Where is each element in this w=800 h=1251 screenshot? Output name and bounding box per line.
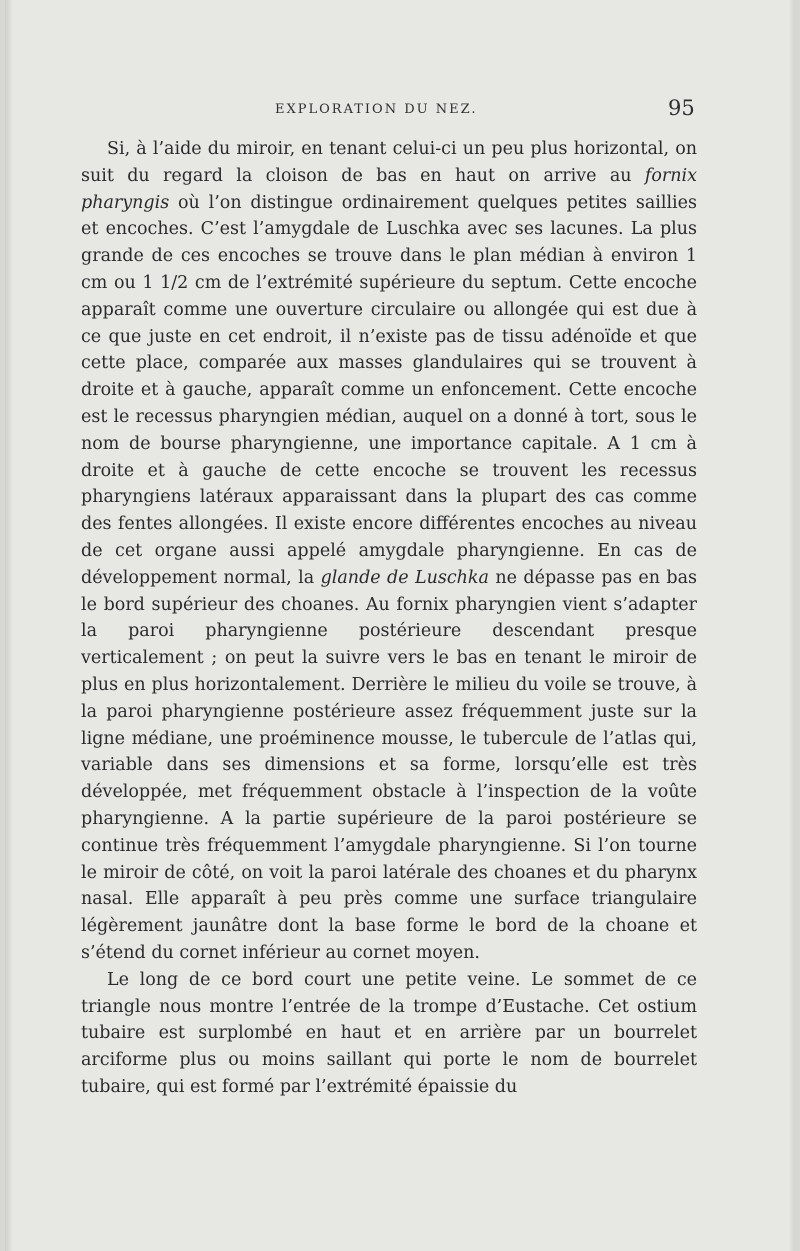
running-title: EXPLORATION DU NEZ. [275, 102, 478, 117]
paragraph-1-part-4: ne dépasse pas en bas le bord supérieur des choanes. Au fornix pharyngien vient s’adapter la paroi pharyngienne postérieure descendant presque verticalement ; on peut la suivre vers le bas en tenant le miroir de plus en plus horizontalement. Derrière le milieu du voile se trouve, à la paroi pharyngienne postérieure assez fréquemment juste sur la ligne médiane, une proéminence mousse, le tubercule de l’atlas qui, variable dans ses dimensions et sa forme, lorsqu’elle est très développée, met fréquemment obstacle à l’inspection de la voûte pharyngienne. A la partie supérieure de la paroi postérieure se continue très fréquemment l’amygdale pharyngienne. Si l’on tourne le miroir de côté, on voit la paroi latérale des choanes et du pharynx nasal. Elle apparaît à peu près comme une surface triangulaire légèrement jaunâtre dont la base forme le bord de la choane et s’étend du cornet inférieur au cornet moyen. [81, 567, 698, 963]
body-text [81, 136, 697, 1101]
paragraph-1-part-1: Si, à l’aide du miroir, en tenant celui-ci un peu plus horizontal, on suit du regard la cloison de bas en haut on arrive au [81, 139, 697, 186]
fraction-one-half: 1/2 [160, 272, 189, 293]
paragraph-1-part-3: cm de l’extrémité supérieure du septum. Cette encoche apparaît comme une ouverture circulaire ou allongée qui est due à ce que juste en cet endroit, il n’existe pas de tissu adénoïde et que cette place, comparée aux masses glandulaires qui se trouvent à droite et à gauche, apparaît comme un enfoncement. Cette encoche est le recessus pharyngien médian, auquel on a donné à tort, sous le nom de bourse pharyngienne, une importance capitale. A 1 cm à droite et à gauche de cette encoche se trouvent les recessus pharyngiens latéraux apparaissant dans la plupart des cas comme des fentes allongées. Il existe encore différentes encoches au niveau de cet organe aussi appelé amygdale pharyngienne. En cas de développement normal, la [81, 272, 697, 588]
page-gutter-shadow [5, 0, 13, 1251]
italic-term-glande-de-luschka: glande de Luschka [320, 567, 489, 588]
page-number: 95 [668, 96, 695, 120]
italic-term-fornix-pharyngis: fornix pharyngis [81, 165, 697, 213]
page-edge-shadow [789, 0, 795, 1251]
running-header [0, 96, 800, 126]
paragraph-2: Le long de ce bord court une petite veine. Le sommet de ce triangle nous montre l’entrée de la trompe d’Eustache. Cet ostium tubaire est surplombé en haut et en arrière par un bourrelet arciforme plus ou moins saillant qui porte le nom de bourrelet tubaire, qui est formé par l’extrémité épaissie du [81, 969, 697, 1097]
paragraph-1-part-2: où l’on distingue ordinairement quelques petites saillies et encoches. C’est l’amygdale de Luschka avec ses lacunes. La plus grande de ces encoches se trouve dans le plan médian à environ 1 cm ou 1 [81, 192, 697, 293]
paragraph-1 [81, 136, 697, 967]
